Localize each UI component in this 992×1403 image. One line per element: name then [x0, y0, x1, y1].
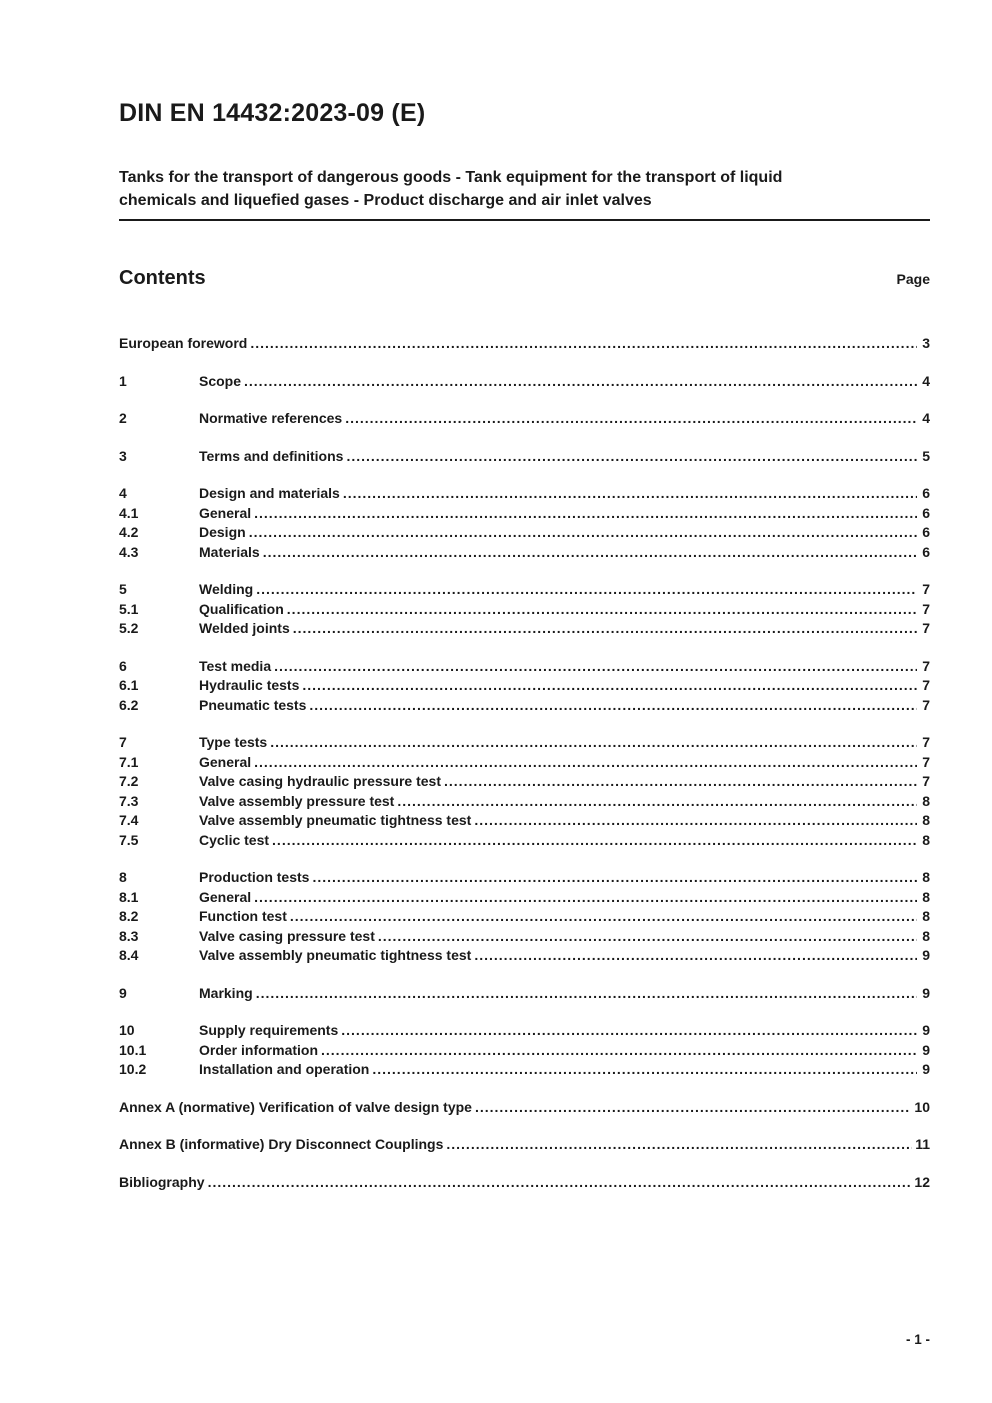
toc-entry-title: Cyclic test	[199, 831, 270, 848]
toc-entry-title: European foreword	[119, 335, 248, 351]
toc-group	[119, 1173, 930, 1193]
toc-entry	[119, 984, 930, 1004]
toc-entry-page: 7	[922, 753, 930, 770]
toc-entry-number: 2	[119, 410, 127, 426]
toc-entry-page: 6	[922, 524, 930, 540]
toc-entry-page: 11	[915, 1136, 930, 1152]
toc-entry-number: 6.2	[119, 696, 139, 713]
toc-leader-dots	[290, 907, 917, 927]
toc-leader-dots	[446, 1135, 912, 1155]
toc-leader-dots	[346, 447, 917, 467]
toc-entry-title: Welded joints	[199, 620, 290, 636]
toc-leader-dots	[309, 696, 917, 716]
toc-entry-title: Order information	[199, 1041, 319, 1058]
toc-entry-page: 9	[922, 984, 930, 1001]
toc-entry-title: Valve casing pressure test	[199, 927, 375, 944]
toc-entry-title: Function test	[199, 908, 287, 924]
toc-entry-number: 10	[119, 1022, 135, 1038]
toc-entry	[119, 1135, 930, 1155]
toc-entry-number: 8.2	[119, 908, 139, 924]
toc-entry-number: 7.2	[119, 773, 139, 789]
toc-entry-title: Qualification	[199, 600, 284, 617]
toc-group	[119, 657, 930, 716]
toc-entry-number: 7.3	[119, 792, 139, 809]
toc-entry-number: 7	[119, 734, 127, 750]
toc-entry-number: 6.1	[119, 677, 139, 693]
toc-leader-dots	[321, 1041, 917, 1061]
toc-entry	[119, 543, 930, 563]
toc-leader-dots	[341, 1021, 917, 1041]
toc-entry-number: 4	[119, 485, 127, 501]
toc-entry	[119, 753, 930, 773]
toc-entry	[119, 447, 930, 467]
toc-entry	[119, 888, 930, 908]
toc-entry-number: 3	[119, 447, 127, 464]
document-title: DIN EN 14432:2023-09 (E)	[119, 99, 426, 127]
toc-entry-number: 5.2	[119, 620, 139, 636]
toc-entry	[119, 792, 930, 812]
toc-entry-title: Normative references	[199, 410, 343, 426]
toc-entry-title: Valve assembly pneumatic tightness test	[199, 947, 472, 963]
toc-group	[119, 984, 930, 1004]
toc-entry-page: 6	[922, 504, 930, 521]
toc-leader-dots	[345, 409, 917, 429]
toc-entry	[119, 831, 930, 851]
toc-entry-title: Materials	[199, 543, 260, 560]
toc-entry-page: 7	[922, 734, 930, 750]
toc-entry-page: 4	[922, 372, 930, 389]
toc-entry-title: Production tests	[199, 869, 310, 885]
toc-entry-number: 8	[119, 869, 127, 885]
toc-entry	[119, 927, 930, 947]
toc-group	[119, 334, 930, 354]
footer-page-number: - 1 -	[905, 1332, 930, 1347]
contents-heading: Contents	[119, 267, 206, 289]
toc-entry-title: Marking	[199, 984, 253, 1001]
toc-entry-title: Design	[199, 524, 246, 540]
toc-group	[119, 409, 930, 429]
toc-entry-title: Annex B (informative) Dry Disconnect Couplings	[119, 1136, 444, 1152]
toc-entry-title: Hydraulic tests	[199, 677, 300, 693]
page-column-label: Page	[896, 271, 930, 287]
toc-leader-dots	[272, 831, 917, 851]
toc-leader-dots	[250, 334, 917, 354]
toc-group	[119, 1021, 930, 1080]
toc-leader-dots	[343, 484, 917, 504]
toc-entry-number: 7.5	[119, 831, 139, 848]
toc-entry-title: Welding	[199, 581, 254, 597]
toc-entry-title: Type tests	[199, 734, 268, 750]
toc-entry-number: 4.1	[119, 504, 139, 521]
toc-entry-number: 5.1	[119, 600, 139, 617]
toc-entry-page: 7	[922, 696, 930, 713]
toc-entry	[119, 733, 930, 753]
toc-leader-dots	[274, 657, 917, 677]
toc-entry	[119, 868, 930, 888]
toc-list	[119, 334, 930, 1192]
toc-entry-page: 7	[922, 600, 930, 617]
toc-entry-page: 8	[922, 927, 930, 944]
toc-entry-number: 8.4	[119, 947, 139, 963]
subtitle-block	[119, 166, 930, 221]
toc-entry-number: 9	[119, 984, 127, 1001]
toc-leader-dots	[474, 946, 917, 966]
document-subtitle: Tanks for the transport of dangerous goods - Tank equipment for the transport of liquid chemicals and liquefied gases - Product discharge and air inlet valves	[119, 169, 783, 209]
toc-entry-title: Valve casing hydraulic pressure test	[199, 773, 442, 789]
toc-entry-number: 8.3	[119, 927, 139, 944]
toc-entry	[119, 372, 930, 392]
toc-entry-page: 7	[922, 677, 930, 693]
toc-group	[119, 484, 930, 562]
toc-entry-number: 4.3	[119, 543, 139, 560]
toc-entry	[119, 676, 930, 696]
toc-entry-page: 8	[922, 888, 930, 905]
toc-leader-dots	[270, 733, 917, 753]
toc-entry-page: 3	[922, 335, 930, 351]
toc-entry-page: 6	[922, 543, 930, 560]
toc-leader-dots	[312, 868, 917, 888]
toc-leader-dots	[302, 676, 917, 696]
toc-leader-dots	[244, 372, 917, 392]
toc-leader-dots	[475, 1098, 911, 1118]
toc-group	[119, 733, 930, 850]
toc-leader-dots	[293, 619, 917, 639]
toc-entry	[119, 1041, 930, 1061]
toc-entry	[119, 600, 930, 620]
toc-group	[119, 580, 930, 639]
toc-entry-page: 8	[922, 792, 930, 809]
toc-leader-dots	[256, 580, 917, 600]
toc-entry	[119, 1173, 930, 1193]
toc-entry-title: Test media	[199, 657, 272, 674]
toc-entry-page: 7	[922, 773, 930, 789]
toc-entry	[119, 657, 930, 677]
toc-entry-number: 10.1	[119, 1041, 147, 1058]
toc-entry-title: Pneumatic tests	[199, 696, 307, 713]
toc-entry-title: Installation and operation	[199, 1061, 370, 1077]
toc-entry-page: 7	[922, 657, 930, 674]
toc-entry-number: 8.1	[119, 888, 139, 905]
toc-entry	[119, 409, 930, 429]
toc-entry-page: 5	[922, 447, 930, 464]
toc-entry-page: 9	[922, 1061, 930, 1077]
toc-entry-title: Design and materials	[199, 485, 340, 501]
toc-group	[119, 447, 930, 467]
toc-entry-page: 8	[922, 908, 930, 924]
toc-leader-dots	[254, 753, 917, 773]
toc-leader-dots	[256, 984, 917, 1004]
toc-entry	[119, 946, 930, 966]
toc-entry-title: Terms and definitions	[199, 447, 344, 464]
toc-entry-page: 8	[922, 831, 930, 848]
toc-entry	[119, 1098, 930, 1118]
toc-entry-title: Valve assembly pressure test	[199, 792, 395, 809]
toc-leader-dots	[397, 792, 917, 812]
toc-leader-dots	[208, 1173, 912, 1193]
toc-leader-dots	[254, 888, 917, 908]
toc-entry-title: Valve assembly pneumatic tightness test	[199, 812, 472, 828]
toc-entry-title: Annex A (normative) Verification of valve design type	[119, 1098, 472, 1115]
toc-entry-page: 10	[914, 1098, 930, 1115]
toc-entry	[119, 619, 930, 639]
toc-leader-dots	[444, 772, 917, 792]
toc-entry-page: 4	[922, 410, 930, 426]
toc-entry-number: 4.2	[119, 524, 139, 540]
toc-entry-page: 9	[922, 947, 930, 963]
toc-entry-title: General	[199, 504, 252, 521]
toc-entry-title: Scope	[199, 372, 242, 389]
toc-entry-title: Supply requirements	[199, 1022, 339, 1038]
toc-leader-dots	[249, 523, 917, 543]
toc-entry	[119, 811, 930, 831]
toc-entry-page: 6	[922, 485, 930, 501]
toc-entry-number: 5	[119, 581, 127, 597]
contents-header-row	[119, 267, 930, 290]
toc-leader-dots	[287, 600, 917, 620]
toc-entry-number: 7.1	[119, 753, 139, 770]
toc-entry	[119, 484, 930, 504]
toc-entry-page: 7	[922, 620, 930, 636]
toc-entry	[119, 1060, 930, 1080]
toc-leader-dots	[378, 927, 917, 947]
toc-group	[119, 372, 930, 392]
toc-leader-dots	[254, 504, 917, 524]
toc-entry-page: 7	[922, 581, 930, 597]
toc-entry-number: 7.4	[119, 812, 139, 828]
toc-entry-title: General	[199, 753, 252, 770]
toc-entry	[119, 504, 930, 524]
toc-entry-number: 6	[119, 657, 127, 674]
toc-leader-dots	[474, 811, 917, 831]
toc-entry	[119, 772, 930, 792]
toc-entry	[119, 523, 930, 543]
toc-entry-page: 9	[922, 1022, 930, 1038]
toc-entry-page: 8	[922, 812, 930, 828]
toc-entry-number: 10.2	[119, 1061, 147, 1077]
toc-entry	[119, 696, 930, 716]
toc-group	[119, 868, 930, 966]
toc-entry-title: Bibliography	[119, 1173, 205, 1190]
toc-entry-page: 8	[922, 869, 930, 885]
toc-leader-dots	[372, 1060, 917, 1080]
toc-entry-page: 12	[914, 1173, 930, 1190]
toc-entry	[119, 580, 930, 600]
toc-entry	[119, 1021, 930, 1041]
toc-entry-page: 9	[922, 1041, 930, 1058]
toc-entry	[119, 334, 930, 354]
toc-leader-dots	[263, 543, 917, 563]
toc-group	[119, 1098, 930, 1118]
toc-entry	[119, 907, 930, 927]
toc-group	[119, 1135, 930, 1155]
toc-entry-number: 1	[119, 372, 127, 389]
toc-entry-title: General	[199, 888, 252, 905]
